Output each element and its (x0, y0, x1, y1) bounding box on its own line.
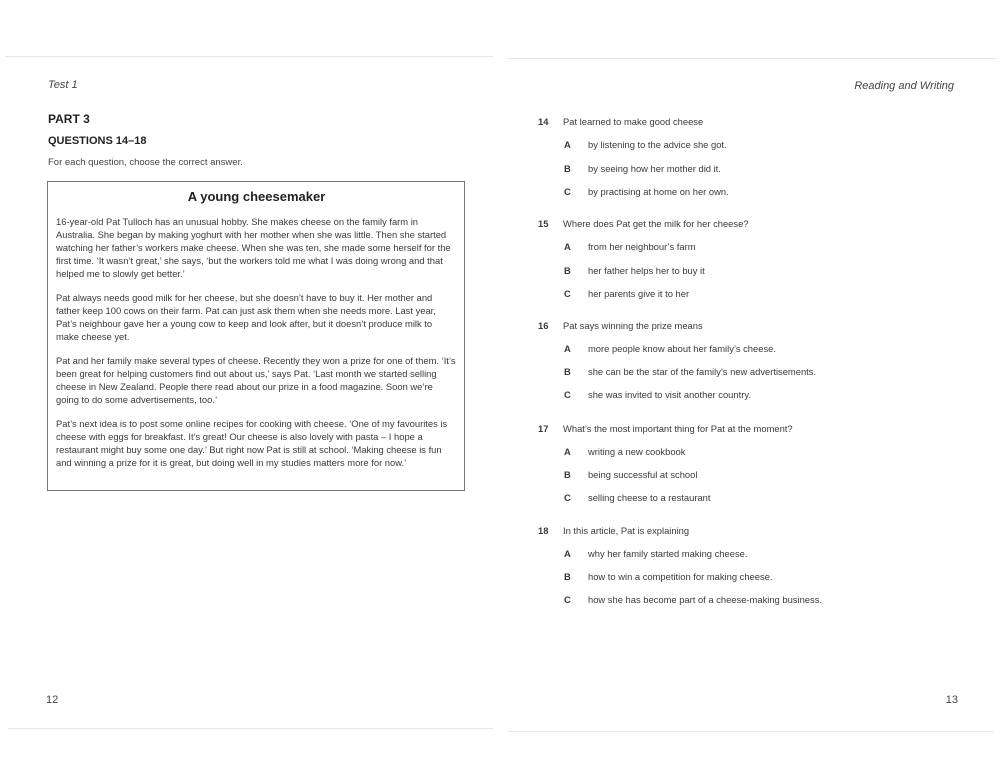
article-paragraph: Pat’s next idea is to post some online recipes for cooking with cheese. ‘One of my favourites is cheese with eggs for breakfast. It’s great! Our cheese is also lovely with pasta – I hope a restaurant might buy some one day.’ But right now Pat is still at school. ‘Making cheese is fun and winning a prize for it is great, but doing well in my studies matters more for now.’ (56, 418, 448, 468)
page-edge-top (508, 58, 996, 59)
option-letter: C (564, 186, 571, 197)
option-letter: A (564, 241, 571, 252)
option-letter: B (564, 265, 571, 276)
page-edge-top (5, 56, 493, 57)
option-text: her parents give it to her (588, 288, 690, 299)
option-text: why her family started making cheese. (588, 548, 748, 559)
part-title: PART 3 (48, 112, 90, 126)
option-letter: B (564, 571, 571, 582)
option-text: how she has become part of a cheese-making business. (588, 594, 822, 605)
question-stem: Pat says winning the prize means (563, 320, 703, 331)
instruction-text: For each question, choose the correct answer. (48, 157, 243, 168)
option-letter: C (564, 389, 571, 400)
option-letter: B (564, 163, 571, 174)
option-letter: B (564, 469, 571, 480)
option-text: from her neighbour’s farm (588, 241, 696, 252)
option-text: how to win a competition for making cheese. (588, 571, 773, 582)
question-number: 15 (538, 218, 549, 229)
option-text: by practising at home on her own. (588, 186, 729, 197)
option-text: being successful at school (588, 469, 698, 480)
question-number: 17 (538, 423, 549, 434)
option-letter: C (564, 492, 571, 503)
option-text: her father helps her to buy it (588, 265, 705, 276)
option-letter: A (564, 446, 571, 457)
article-paragraph: Pat always needs good milk for her cheese, but she doesn’t have to buy it. Her mother and father keep 100 cows on their farm. Pat can just ask them when she needs more. Last year, Pat’s neighbour gave her a young cow to keep and look after, but it doesn’t produce milk to make cheese yet. (56, 292, 436, 342)
running-head-right: Reading and Writing (854, 80, 954, 92)
page-edge-bottom (508, 731, 993, 732)
page-number-right: 13 (945, 694, 958, 706)
question-range: QUESTIONS 14–18 (48, 135, 147, 147)
option-text: she was invited to visit another country. (588, 389, 751, 400)
question-stem: In this article, Pat is explaining (563, 525, 690, 536)
article-paragraph: Pat and her family make several types of cheese. Recently they won a prize for one of them. ‘It’s been great for helping customers find out about us,’ says Pat. ‘Last month we started selling cheese in New Zealand. People there read about our prize in a food magazine. Soon we’re going to do some advertisements, too.’ (56, 355, 456, 405)
article-paragraph: 16-year-old Pat Tulloch has an unusual hobby. She makes cheese on the family farm in Australia. She began by making yoghurt with her mother when she was little. Then she started watching her father’s workers make cheese. When she was ten, she made some herself for the first time. ‘It wasn’t great,’ she says, ‘but the workers told me what I was doing wrong and that helped me to slowly get better.’ (56, 216, 451, 279)
question-number: 14 (538, 116, 549, 127)
question-stem: What’s the most important thing for Pat at the moment? (563, 423, 793, 434)
option-text: writing a new cookbook (588, 446, 686, 457)
question-number: 18 (538, 525, 549, 536)
running-head-left: Test 1 (48, 79, 78, 91)
right-page (500, 0, 1000, 772)
option-text: she can be the star of the family’s new advertisements. (588, 366, 817, 377)
option-letter: C (564, 594, 571, 605)
option-letter: A (564, 139, 571, 150)
option-text: by listening to the advice she got. (588, 139, 727, 150)
question-number: 16 (538, 320, 549, 331)
page-number-left: 12 (46, 694, 59, 706)
option-letter: B (564, 366, 571, 377)
article-box (47, 181, 465, 491)
option-letter: C (564, 288, 571, 299)
question-stem: Where does Pat get the milk for her cheese? (563, 218, 749, 229)
question-stem: Pat learned to make good cheese (563, 116, 704, 127)
option-letter: A (564, 548, 571, 559)
article-title: A young cheesemaker (187, 189, 326, 204)
option-text: more people know about her family’s cheese. (588, 343, 776, 354)
option-text: by seeing how her mother did it. (588, 163, 721, 174)
option-text: selling cheese to a restaurant (588, 492, 711, 503)
page-edge-bottom (8, 728, 493, 729)
option-letter: A (564, 343, 571, 354)
